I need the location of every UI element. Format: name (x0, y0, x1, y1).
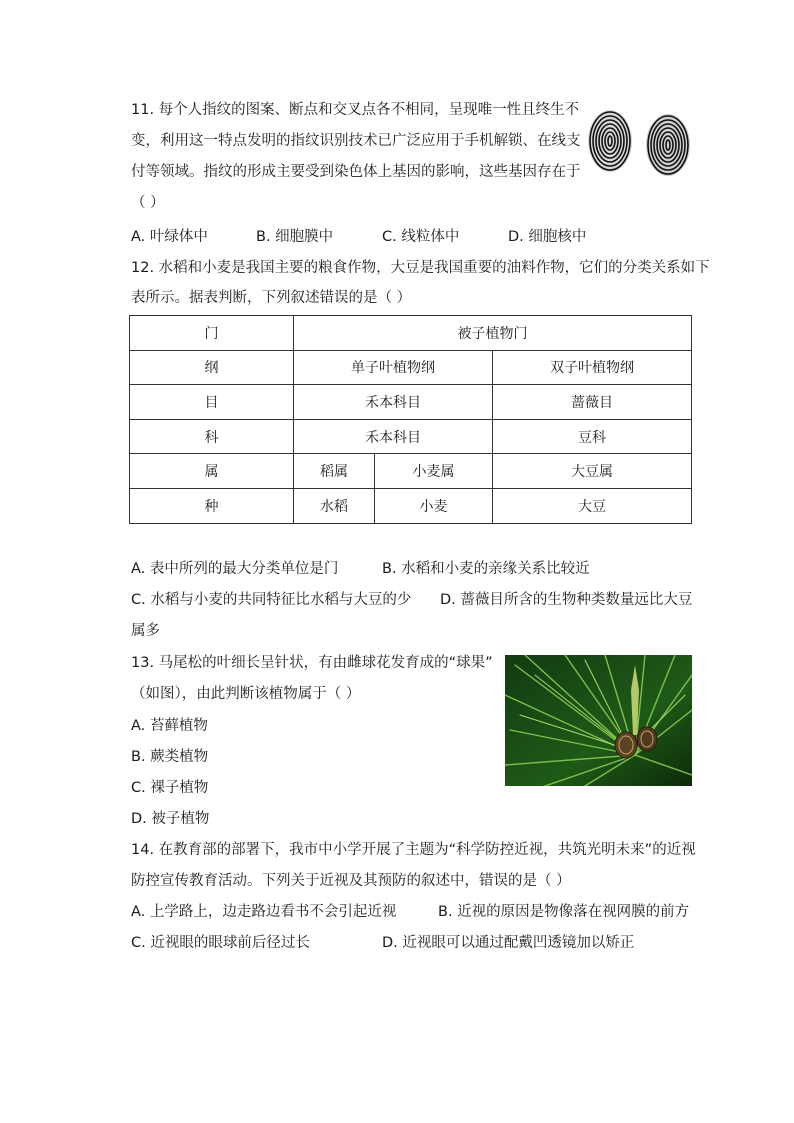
q11-line-3: 付等领域。指纹的形成主要受到染色体上基因的影响，这些基因存在于 (131, 164, 581, 180)
q14-option-b: B. 近视的原因是物像落在视网膜的前方 (438, 904, 690, 920)
q14-option-c: C. 近视眼的眼球前后径过长 (131, 935, 310, 951)
table-cell: 豆科 (493, 419, 692, 454)
table-cell: 单子叶植物纲 (294, 350, 493, 385)
table-cell: 小麦 (375, 488, 493, 523)
q11-option-d: D. 细胞核中 (508, 229, 587, 245)
q14-line-2: 防控宣传教育活动。下列关于近视及其预防的叙述中，错误的是（ ） (131, 873, 571, 889)
q11-option-b: B. 细胞膜中 (256, 229, 334, 245)
classification-table (129, 315, 692, 524)
table-cell: 禾本科目 (294, 385, 493, 420)
q11-line-1: 11. 每个人指纹的图案、断点和交叉点各不相同，呈现唯一性且终生不 (131, 102, 580, 118)
q14-option-d: D. 近视眼可以通过配戴凹透镜加以矫正 (382, 935, 635, 951)
q11-option-c: C. 线粒体中 (382, 229, 460, 245)
table-row (130, 454, 692, 489)
q13-option-a: A. 苔藓植物 (131, 718, 208, 734)
q12-line-2: 表所示。据表判断，下列叙述错误的是（ ） (131, 290, 412, 306)
fingerprint-left (588, 110, 632, 172)
table-cell: 水稻 (294, 488, 375, 523)
table-cell: 大豆属 (493, 454, 692, 489)
q13-option-b: B. 蕨类植物 (131, 749, 209, 765)
q11-line-4: （ ） (131, 195, 165, 211)
q12-option-b: B. 水稻和小麦的亲缘关系比较近 (382, 561, 590, 577)
table-cell: 种 (130, 488, 294, 523)
q14-line-1: 14. 在教育部的部署下，我市中小学开展了主题为“科学防控近视，共筑光明未来”的近视 (131, 842, 696, 858)
q12-option-d-continued: 属多 (131, 623, 160, 639)
table-cell: 蔷薇目 (493, 385, 692, 420)
pine-cone-image (505, 655, 692, 786)
q12-option-c: C. 水稻与小麦的共同特征比水稻与大豆的少 (131, 592, 412, 608)
q12-line-1: 12. 水稻和小麦是我国主要的粮食作物，大豆是我国重要的油料作物，它们的分类关系如下 (131, 260, 710, 276)
table-cell: 科 (130, 419, 294, 454)
q11-line-2: 变，利用这一特点发明的指纹识别技术已广泛应用于手机解锁、在线支 (131, 133, 581, 149)
table-cell: 属 (130, 454, 294, 489)
q13-option-d: D. 被子植物 (131, 811, 210, 827)
table-cell: 小麦属 (375, 454, 493, 489)
q14-option-a: A. 上学路上，边走路边看书不会引起近视 (131, 904, 397, 920)
q12-option-d: D. 蔷薇目所含的生物种类数量远比大豆 (440, 592, 693, 608)
q13-line-1: 13. 马尾松的叶细长呈针状，有由雌球花发育成的“球果” (131, 655, 493, 671)
table-row (130, 350, 692, 385)
table-cell: 稻属 (294, 454, 375, 489)
fingerprint-image (586, 107, 692, 179)
q13-line-2: （如图），由此判断该植物属于（ ） (131, 686, 361, 702)
table-cell: 双子叶植物纲 (493, 350, 692, 385)
table-row (130, 316, 692, 351)
table-cell: 目 (130, 385, 294, 420)
table-cell: 禾本科目 (294, 419, 493, 454)
table-cell: 门 (130, 316, 294, 351)
fingerprint-right (646, 114, 690, 176)
table-row (130, 419, 692, 454)
table-row (130, 385, 692, 420)
q13-option-c: C. 裸子植物 (131, 780, 209, 796)
table-row (130, 488, 692, 523)
table-cell: 大豆 (493, 488, 692, 523)
table-cell: 纲 (130, 350, 294, 385)
q12-option-a: A. 表中所列的最大分类单位是门 (131, 561, 339, 577)
table-cell: 被子植物门 (294, 316, 692, 351)
q11-option-a: A. 叶绿体中 (131, 229, 208, 245)
